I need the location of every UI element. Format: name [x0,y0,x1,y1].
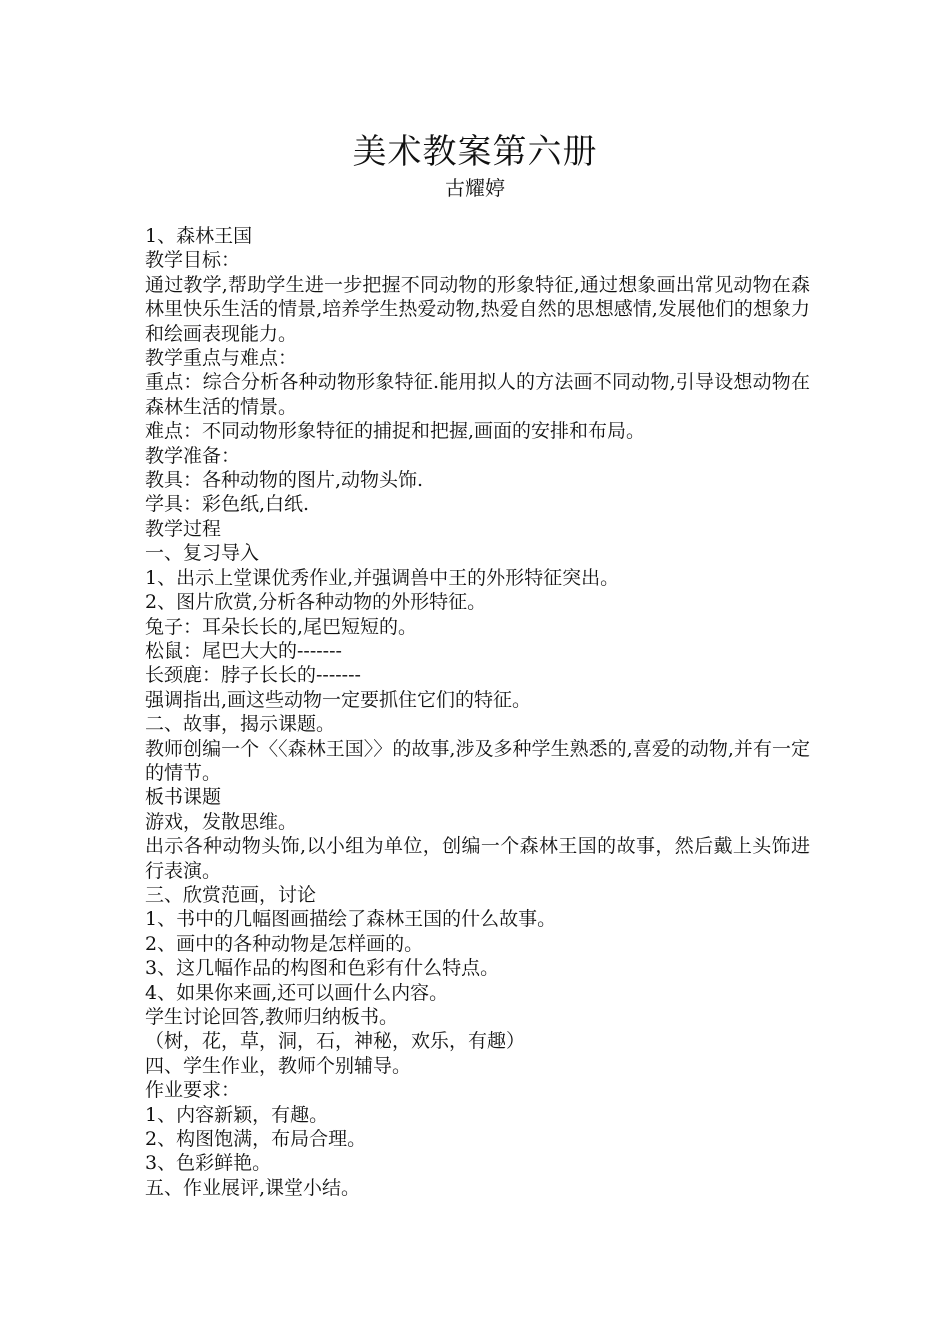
section-heading-process: 教学过程 [145,517,222,540]
paragraph-goals: 通过教学,帮助学生进一步把握不同动物的形象特征,通过想象画出常见动物在森林里快乐生活的情景,培养学生热爱动物,热爱自然的思想感情,发展他们的想象力和绘画表现能力。 [145,273,810,345]
list-item: 游戏，发散思维。 [145,810,298,833]
list-item: 学生讨论回答,教师归纳板书。 [145,1006,399,1028]
document-author: 古耀婷 [445,176,505,200]
paragraph-teacher-tools: 教具：各种动物的图片,动物头饰. [145,469,424,492]
step-heading-4: 四、学生作业，教师个别辅导。 [145,1054,412,1077]
list-item: 1、书中的几幅图画描绘了森林王国的什么故事。 [145,908,557,931]
list-item: 作业要求： [145,1079,241,1102]
paragraph-key-point: 重点：综合分析各种动物形象特征.能用拟人的方法画不同动物,引导设想动物在森林生活的情景。 [145,371,810,418]
step-heading-2: 二、故事，揭示课题。 [145,713,336,736]
list-item: 长颈鹿：脖子长长的------- [145,664,361,687]
paragraph-difficulty: 难点：不同动物形象特征的捕捉和把握,画面的安排和布局。 [145,420,646,443]
step-heading-3: 三、欣赏范画，讨论 [145,883,317,906]
paragraph-story: 教师创编一个〈〈森林王国〉〉的故事,涉及多种学生熟悉的,喜爱的动物,并有一定的情节。 [145,737,810,784]
list-item: 1、内容新颖，有趣。 [145,1103,329,1126]
section-heading-goals: 教学目标： [145,249,241,272]
paragraph-game: 出示各种动物头饰,以小组为单位，创编一个森林王国的故事，然后戴上头饰进行表演。 [145,835,810,882]
list-item: 2、画中的各种动物是怎样画的。 [145,932,424,955]
section-heading-key-points: 教学重点与难点： [145,347,298,370]
list-item: 强调指出,画这些动物一定要抓住它们的特征。 [145,688,532,711]
list-item: 3、这几幅作品的构图和色彩有什么特点。 [145,957,500,980]
list-item: 3、色彩鲜艳。 [145,1152,272,1175]
step-heading-5: 五、作业展评,课堂小结。 [145,1176,361,1199]
list-item: 4、如果你来画,还可以画什么内容。 [145,981,449,1004]
list-item: 1、出示上堂课优秀作业,并强调兽中王的外形特征突出。 [145,566,620,589]
list-item: （树，花，草，洞，石，神秘，欢乐，有趣） [145,1030,526,1053]
paragraph-student-tools: 学具：彩色纸,白纸. [145,493,310,516]
list-item: 板书课题 [145,786,222,809]
list-item: 2、图片欣赏,分析各种动物的外形特征。 [145,591,487,614]
document-title: 美术教案第六册 [352,132,598,172]
lesson-heading: 1、森林王国 [145,225,253,247]
list-item: 兔子：耳朵长长的,尾巴短短的。 [145,615,418,638]
list-item: 2、构图饱满，布局合理。 [145,1128,367,1151]
document-body [145,224,810,1200]
list-item: 松鼠：尾巴大大的------- [145,639,342,662]
section-heading-preparation: 教学准备： [145,444,241,467]
step-heading-1: 一、复习导入 [145,542,260,565]
